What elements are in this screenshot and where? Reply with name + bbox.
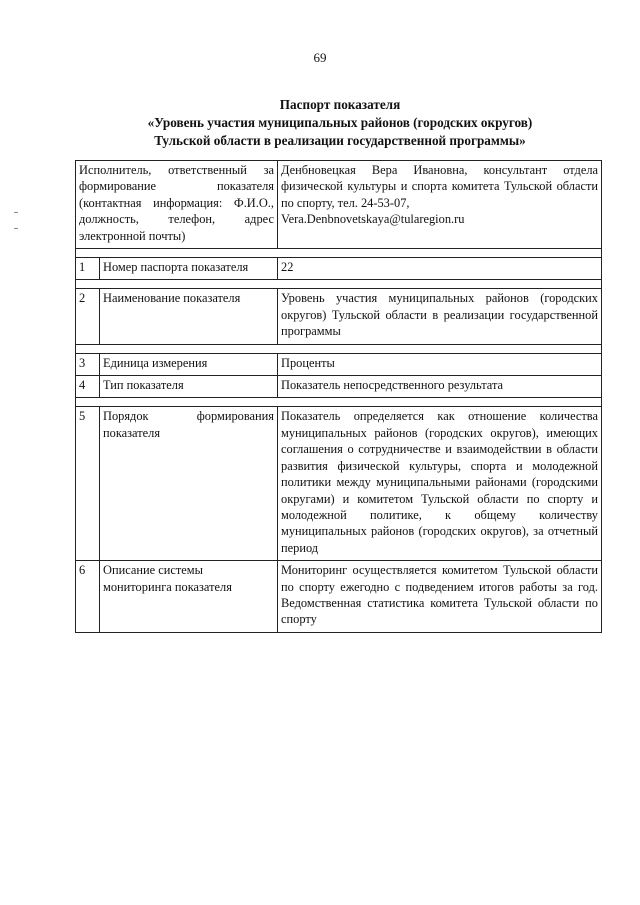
row-number: 3 xyxy=(76,353,100,375)
row-number: 1 xyxy=(76,258,100,280)
executor-row xyxy=(76,161,602,249)
row-gap xyxy=(76,249,602,258)
row-name: Номер паспорта показателя xyxy=(100,258,278,280)
row-name: Описание системы мониторинга показателя xyxy=(100,561,278,633)
executor-value xyxy=(278,161,602,249)
row-name: Тип показателя xyxy=(100,376,278,398)
document-title xyxy=(70,96,610,150)
executor-email: Vera.Denbnovetskaya@tularegion.ru xyxy=(281,212,465,227)
row-name: Порядок формирования показателя xyxy=(100,407,278,561)
margin-mark xyxy=(14,228,18,229)
title-line-1: Паспорт показателя xyxy=(279,97,401,112)
table-row xyxy=(76,376,602,398)
executor-label: Исполнитель, ответственный за формирование показателя (контактная информация: Ф.И.О., должность, телефон, адрес электронной почты) xyxy=(76,161,278,249)
row-name: Единица измерения xyxy=(100,353,278,375)
row-gap xyxy=(76,398,602,407)
table-row xyxy=(76,289,602,344)
row-value: 22 xyxy=(278,258,602,280)
row-gap xyxy=(76,344,602,353)
table-row xyxy=(76,353,602,375)
row-number: 2 xyxy=(76,289,100,344)
table-row xyxy=(76,561,602,633)
executor-contact: Денбновецкая Вера Ивановна, консультант отдела физической культуры и спорта комитета Тульской области по спорту, тел. 24-53-07, xyxy=(281,163,598,210)
title-line-3: Тульской области в реализации государственной программы» xyxy=(154,133,526,148)
passport-table xyxy=(75,160,602,633)
row-number: 5 xyxy=(76,407,100,561)
row-value: Проценты xyxy=(278,353,602,375)
row-number: 6 xyxy=(76,561,100,633)
title-line-2: «Уровень участия муниципальных районов (городских округов) xyxy=(147,115,533,130)
row-value: Показатель непосредственного результата xyxy=(278,376,602,398)
row-value: Мониторинг осуществляется комитетом Тульской области по спорту ежегодно с подведением итогов работы за год. Ведомственная статистика комитета Тульской области по спорту xyxy=(278,561,602,633)
page-number: 69 xyxy=(313,50,327,65)
row-number: 4 xyxy=(76,376,100,398)
row-gap xyxy=(76,280,602,289)
table-row xyxy=(76,407,602,561)
table-row xyxy=(76,258,602,280)
margin-mark xyxy=(14,212,18,213)
row-name: Наименование показателя xyxy=(100,289,278,344)
row-value: Уровень участия муниципальных районов (городских округов) Тульской области в реализации государственной программы xyxy=(278,289,602,344)
row-value: Показатель определяется как отношение количества муниципальных районов (городских округов), имеющих соглашения о сотрудничестве и взаимодействии в области развития физической культуры, спорта и молодежной политики между муниципальными районами (городскими округами) и комитетом Тульской области по спорту и молодежной политике, к общему количеству муниципальных районов (городских округов), за отчетный период xyxy=(278,407,602,561)
